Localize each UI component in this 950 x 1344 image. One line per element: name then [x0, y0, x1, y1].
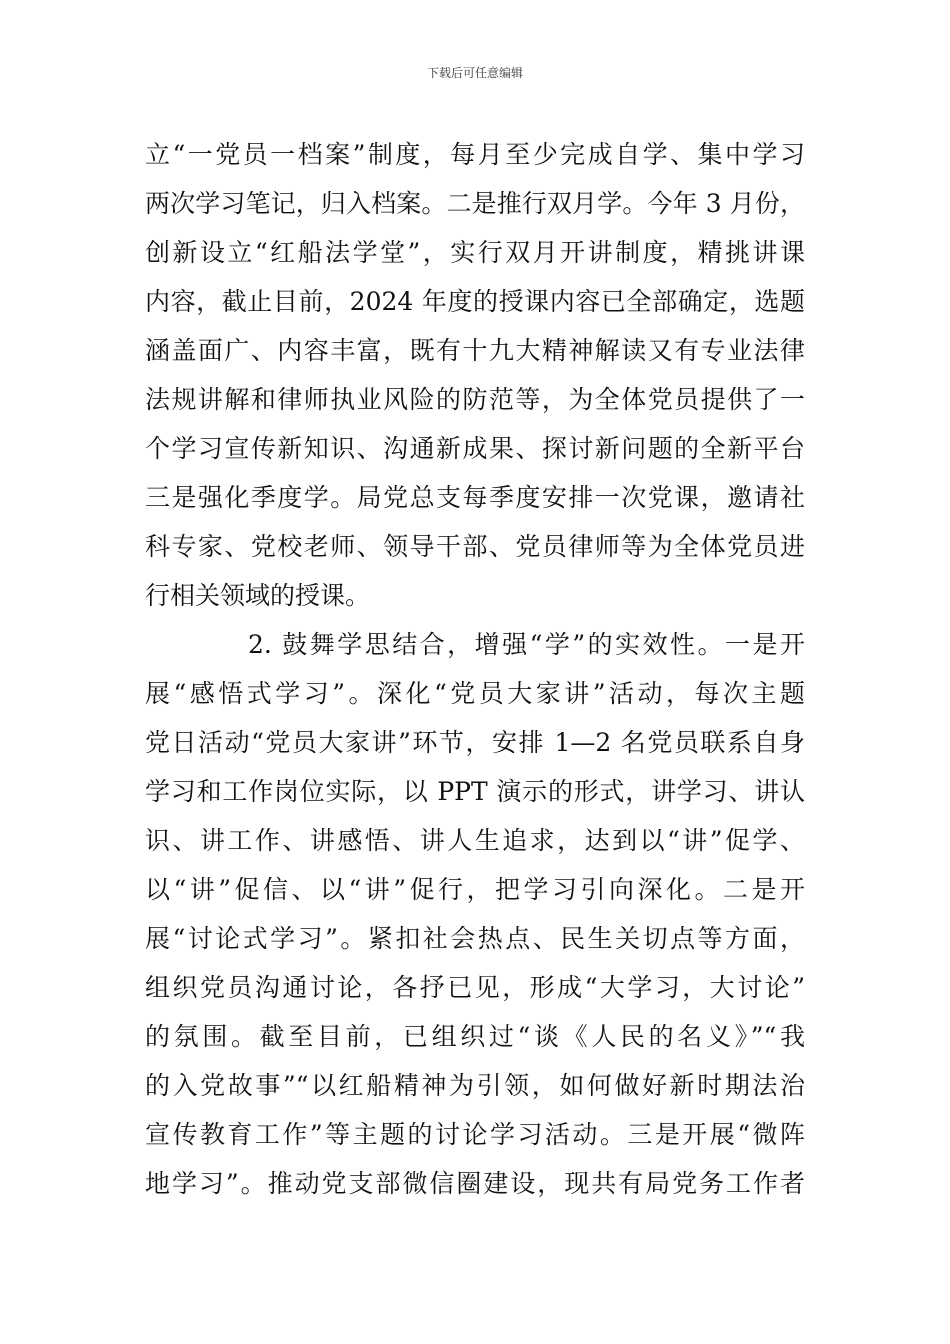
- text-line: 创新设立“红船法学堂”，实行双月开讲制度，精挑讲课: [145, 238, 805, 267]
- text-line: 组织党员沟通讨论，各抒已见，形成“大学习，大讨论”: [145, 973, 805, 1002]
- page-header: 下载后可任意编辑: [426, 66, 523, 80]
- text-line: 2. 鼓舞学思结合，增强“学”的实效性。一是开: [248, 630, 805, 659]
- text-line: 行相关领域的授课。: [145, 581, 371, 610]
- text-line: 内容，截止目前，2024 年度的授课内容已全部确定，选题: [145, 287, 805, 316]
- text-line: 宣传教育工作”等主题的讨论学习活动。三是开展“微阵: [145, 1120, 805, 1149]
- text-line: 涵盖面广、内容丰富，既有十九大精神解读又有专业法律: [145, 336, 805, 365]
- text-line: 的氛围。截至目前，已组织过“谈《人民的名义》”“我: [145, 1022, 805, 1051]
- text-line: 三是强化季度学。局党总支每季度安排一次党课，邀请社: [145, 483, 805, 512]
- text-line: 的入党故事”“以红船精神为引领，如何做好新时期法治: [145, 1071, 805, 1100]
- text-line: 学习和工作岗位实际，以 PPT 演示的形式，讲学习、讲认: [145, 777, 805, 806]
- text-line: 以“讲”促信、以“讲”促行，把学习引向深化。二是开: [145, 875, 805, 904]
- text-line: 个学习宣传新知识、沟通新成果、探讨新问题的全新平台: [145, 434, 805, 463]
- text-line: 识、讲工作、讲感悟、讲人生追求，达到以“讲”促学、: [145, 826, 805, 855]
- text-line: 科专家、党校老师、领导干部、党员律师等为全体党员进: [145, 532, 805, 561]
- text-line: 党日活动“党员大家讲”环节，安排 1—2 名党员联系自身: [145, 728, 805, 757]
- text-line: 两次学习笔记，归入档案。二是推行双月学。今年 3 月份，: [145, 189, 805, 218]
- text-line: 地学习”。推动党支部微信圈建设，现共有局党务工作者: [145, 1169, 805, 1198]
- text-line: 立“一党员一档案”制度，每月至少完成自学、集中学习: [145, 140, 805, 169]
- text-line: 展“讨论式学习”。紧扣社会热点、民生关切点等方面，: [145, 924, 805, 953]
- text-line: 展“感悟式学习”。深化“党员大家讲”活动，每次主题: [145, 679, 805, 708]
- text-line: 法规讲解和律师执业风险的防范等，为全体党员提供了一: [145, 385, 805, 414]
